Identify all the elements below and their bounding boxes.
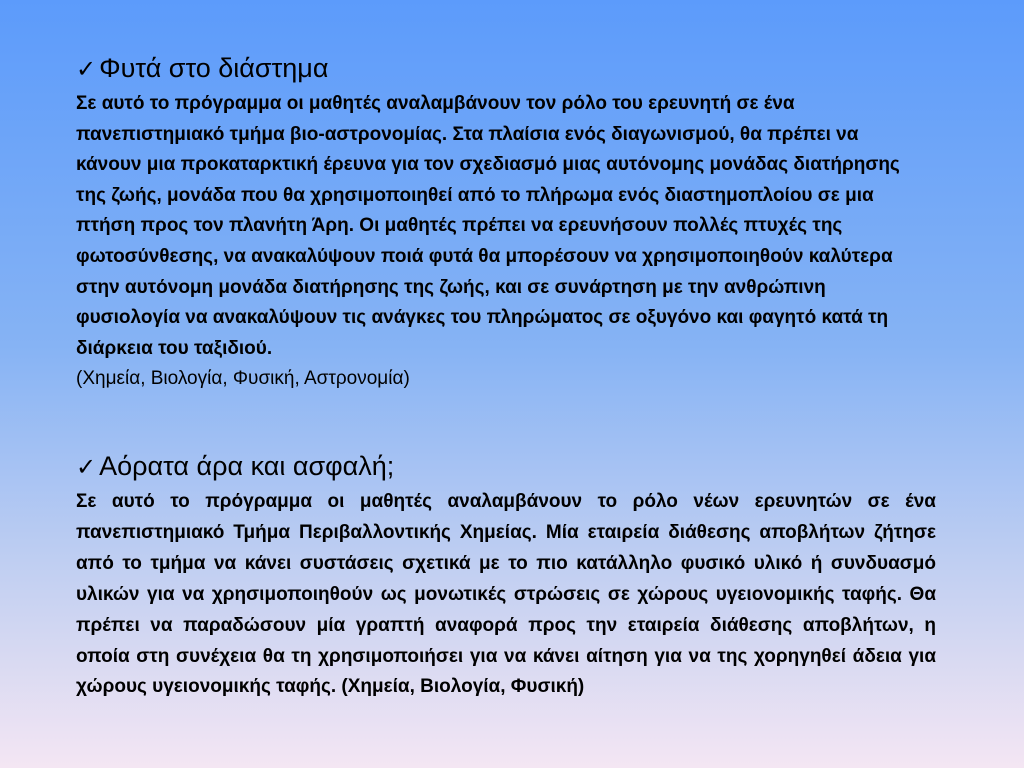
section-subjects: (Χημεία, Βιολογία, Φυσική, Αστρονομία) <box>76 368 410 390</box>
section-heading <box>76 446 936 487</box>
section-heading <box>76 48 936 89</box>
section-title: Αόρατα άρα και ασφαλή; <box>99 451 395 481</box>
section-description: Σε αυτό το πρόγραμμα οι μαθητές αναλαμβάνουν τον ρόλο του ερευνητή σε ένα πανεπιστημιακό τμήμα βιο-αστρονομίας. Στα πλαίσια ενός διαγωνισμού, θα πρέπει να κάνουν μια προκαταρκτική έρευνα για τον σχεδιασμό μιας αυτόνομης μονάδας διατήρησης της ζωής, μονάδα που θα χρησιμοποιηθεί από το πλήρωμα ενός διαστημοπλοίου σε μια πτήση προς τον πλανήτη Άρη. Οι μαθητές πρέπει να ερευνήσουν πολλές πτυχές της φωτοσύνθεσης, να ανακαλύψουν ποιά φυτά θα μπορέσουν να χρησιμοποιηθούν καλύτερα στην αυτόνομη μονάδα διατήρησης της ζωής, και σε συνάρτηση με την ανθρώπινη φυσιολογία να ανακαλύψουν τις ανάγκες του πληρώματος σε οξυγόνο και φαγητό κατά τη διάρκεια του ταξιδιού. <box>76 93 900 359</box>
project-invisible-and-safe <box>76 446 936 703</box>
project-plants-in-space <box>76 48 936 395</box>
section-title: Φυτά στο διάστημα <box>99 53 329 83</box>
section-description: Σε αυτό το πρόγραμμα οι μαθητές αναλαμβάνουν το ρόλο νέων ερευνητών σε ένα πανεπιστημιακό Τμήμα Περιβαλλοντικής Χημείας. Μία εταιρεία διάθεσης αποβλήτων ζήτησε από το τμήμα να κάνει συστάσεις σχετικά με το πιο κατάλληλο φυσικό υλικό ή συνδυασμό υλικών για να χρησιμοποιηθούν ως μονωτικές στρώσεις σε χώρους υγειονομικής ταφής. Θα πρέπει να παραδώσουν μία γραπτή αναφορά προς την εταιρεία διάθεσης αποβλήτων, η οποία στη συνέχεια θα τη χρησιμοποιήσει για να κάνει αίτηση για να της χορηγηθεί άδεια για χώρους υγειονομικής ταφής. (Χημεία, Βιολογία, Φυσική) <box>76 491 936 698</box>
checkmark-icon: ✓ <box>76 453 97 481</box>
checkmark-icon: ✓ <box>76 55 97 83</box>
